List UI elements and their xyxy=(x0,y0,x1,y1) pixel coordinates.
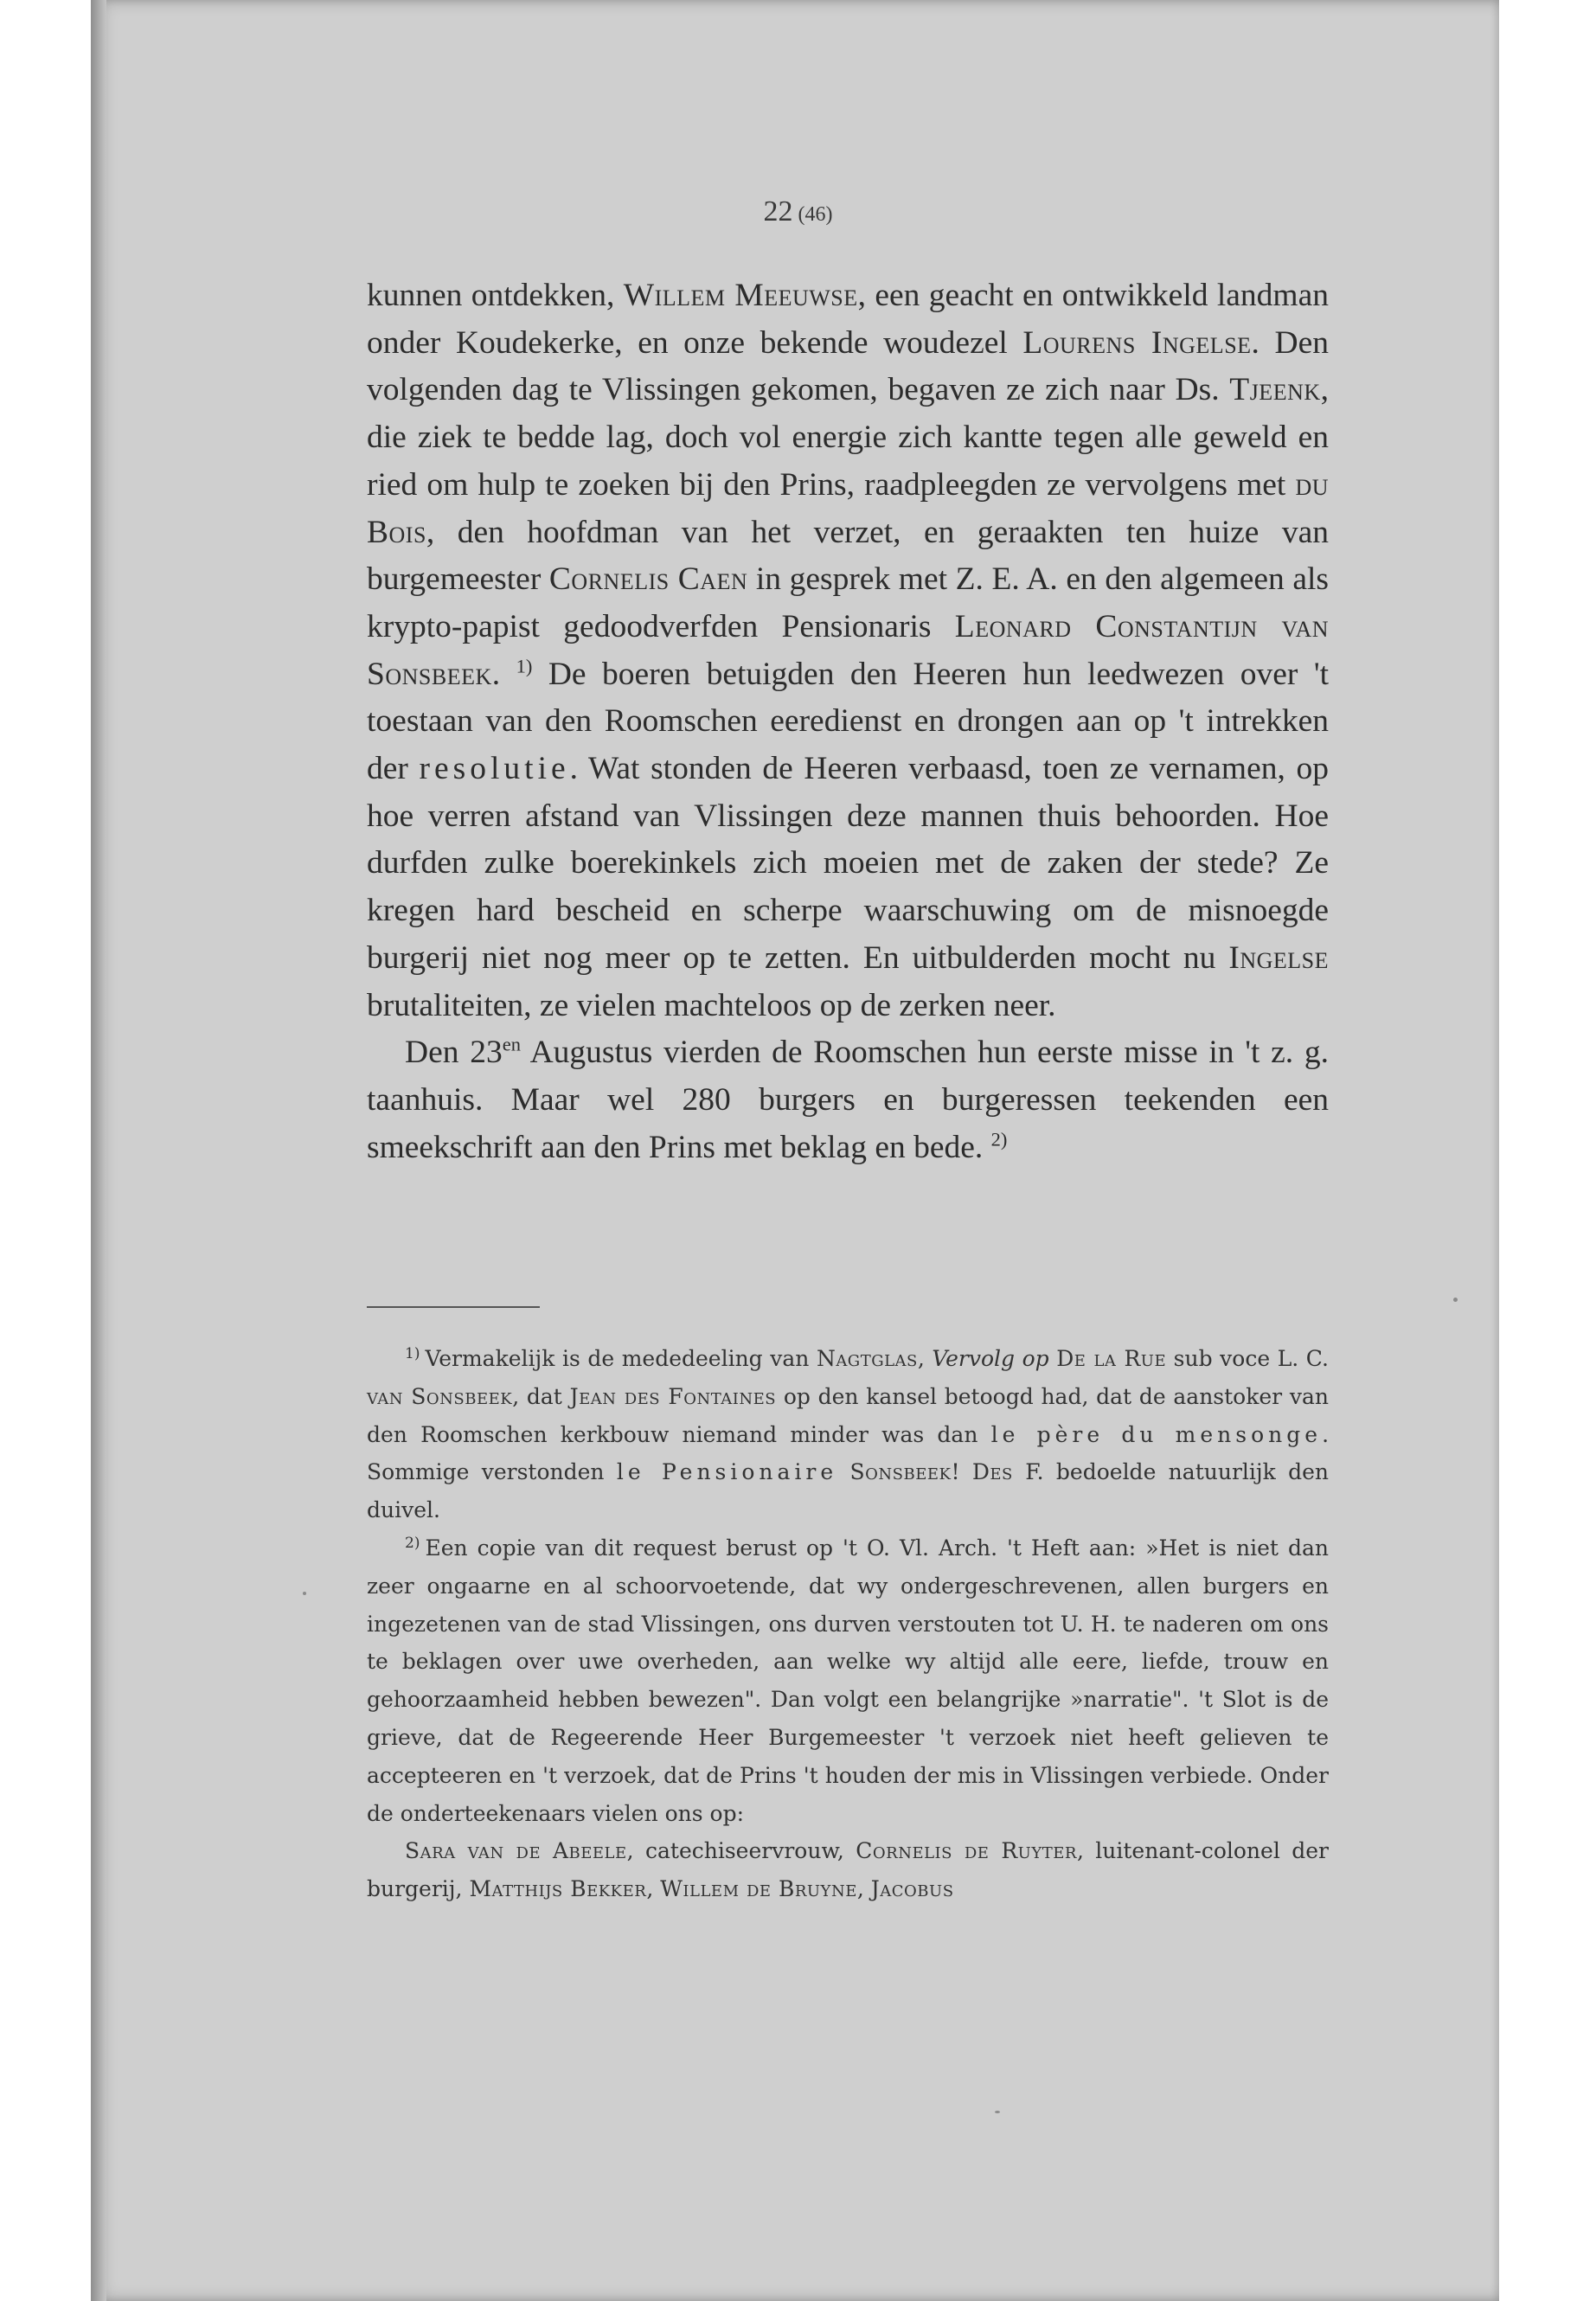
footnote-2-list xyxy=(367,1832,1329,1908)
text-run: , catechiseervrouw, xyxy=(626,1838,856,1864)
person-name: Matthijs Bekker xyxy=(469,1876,647,1902)
footnote-divider xyxy=(367,1306,540,1308)
text-run: , een geacht en ontwikkeld landman onder Koudekerke, en onze bekende woudezel xyxy=(367,278,1329,361)
person-name: Willem de Bruyne xyxy=(660,1876,857,1902)
person-name: Ingelse xyxy=(1228,939,1329,976)
footnote-ref-1[interactable]: 1) xyxy=(516,655,533,677)
text-run: F. bedoelde natuurlijk den duivel. xyxy=(367,1459,1330,1523)
person-name: van Sonsbeek xyxy=(367,1383,513,1409)
text-run: . Sommige verstonden xyxy=(367,1421,1330,1485)
paper-speck xyxy=(995,2111,1000,2113)
paper-speck xyxy=(303,1592,306,1595)
text-run: , den hoofdman van het verzet, en geraakten ten huize van burgemeester xyxy=(367,514,1329,598)
footnote-2 xyxy=(367,1529,1329,1832)
text-run: ! xyxy=(951,1459,972,1485)
text-run: Een copie van dit request berust op 't O. Vl. Arch. 't Heft aan: »Het is niet dan zeer ongaarne en al schoorvoetende, dat wy ondergeschrevenen, allen burgers en ingezetenen van de stad Vlissingen, ons durven verstouten tot U. H. te naderen om ons te beklagen over uwe overheden, aan welke wy altijd alle eere, liefde, trouw en gehoorzaamheid hebben bewezen". Dan volgt een belangrijke »narratie". 't Slot is de grieve, dat de Regeerende Heer Burgemeester 't verzoek niet heeft gelieven te accepteeren en 't verzoek, dat de Prins 't houden der mis in Vlissingen verbiede. Onder de onderteekenaars vielen ons op: xyxy=(367,1535,1329,1826)
text-run: , die ziek te bedde lag, doch vol energie zich kantte tegen alle geweld en ried om hulp te zoeken bij den Prins, raadpleegden ze vervolgens met xyxy=(367,372,1329,503)
text-run: , xyxy=(917,1346,933,1371)
text-run: , luitenant-colonel der burgerij, xyxy=(367,1838,1329,1902)
person-name: Willem Meeuwse xyxy=(623,278,858,313)
emphasized-word: resolutie xyxy=(419,751,570,787)
emphasized-phrase: le Pensionaire xyxy=(616,1459,838,1485)
footnote-ref-2[interactable]: 2) xyxy=(990,1128,1008,1150)
text-run: brutaliteiten, ze vielen machteloos op de zerken neer. xyxy=(367,987,1056,1023)
paper-speck xyxy=(1453,1298,1458,1302)
text-run: , dat xyxy=(512,1383,570,1409)
work-title: Vervolg op xyxy=(932,1346,1049,1371)
text-run: Augustus vierden de Roomschen hun eerste misse in 't z. g. taanhuis. Maar wel 280 burgers en burgeressen teekenden een smeekschrift aan den Prins met beklag en bede. xyxy=(367,1035,1329,1165)
person-name: Lourens Ingelse xyxy=(1022,324,1252,361)
paragraph-2 xyxy=(367,1029,1329,1171)
footnote-1 xyxy=(367,1340,1329,1529)
text-run: Den 23 xyxy=(405,1035,503,1071)
text-run: . xyxy=(491,656,516,692)
person-name: Cornelis de Ruyter xyxy=(856,1838,1077,1864)
person-name: Nagtglas xyxy=(816,1346,918,1371)
text-run: De boeren betuigden den Heeren hun leedwezen over 't toestaan van den Roomschen eeredienst en drongen aan op 't intrekken der xyxy=(367,656,1329,787)
text-run: kunnen ontdekken, xyxy=(367,278,624,313)
emphasized-phrase: le père du mensonge xyxy=(990,1421,1323,1447)
page-header xyxy=(0,195,1596,228)
text-run: , xyxy=(646,1876,661,1902)
footnote-marker: 2) xyxy=(405,1534,420,1552)
text-run: . Den volgenden dag te Vlissingen gekomen, begaven ze zich naar Ds. xyxy=(367,324,1329,408)
paragraph-1 xyxy=(367,272,1329,1029)
person-name: Leonard Constantijn van Sonsbeek xyxy=(367,608,1329,692)
original-page-number: (46) xyxy=(798,203,833,226)
footnote-marker: 1) xyxy=(405,1344,420,1362)
text-run xyxy=(1049,1346,1057,1371)
binding-edge xyxy=(91,0,106,2301)
text-run: , xyxy=(856,1876,871,1902)
person-name: Jacobus xyxy=(870,1876,954,1902)
person-name: Tjeenk xyxy=(1229,372,1321,408)
footnotes xyxy=(367,1340,1329,1908)
text-run: in gesprek met Z. E. A. en den algemeen als krypto-papist gedoodverfden Pensionaris xyxy=(367,561,1329,644)
person-name: Cornelis Caen xyxy=(548,561,748,598)
text-run: Vermakelijk is de mededeeling van xyxy=(425,1346,817,1371)
page-number: 22 xyxy=(763,195,793,228)
person-name: Jean des Fontaines xyxy=(569,1383,777,1409)
person-name: du Bois xyxy=(367,466,1329,550)
person-name: Sonsbeek xyxy=(849,1459,952,1485)
person-name: Des xyxy=(971,1459,1013,1485)
text-run: sub voce L. C. xyxy=(1166,1346,1329,1371)
text-run: op den kansel betoogd had, dat de aanstoker van den Roomschen kerkbouw niemand minder was dan xyxy=(367,1383,1329,1447)
person-name: Sara van de Abeele xyxy=(405,1838,627,1864)
ordinal-suffix: en xyxy=(502,1033,521,1055)
text-run: . Wat stonden de Heeren verbaasd, toen ze vernamen, op hoe verren afstand van Vlissingen deze mannen thuis behoorden. Hoe durfden zulke boerekinkels zich moeien met de zaken der stede? Ze kregen hard bescheid en scherpe waarschuwing om de misnoegde burgerij niet nog meer op te zetten. En uitbulderden mocht nu xyxy=(367,751,1329,976)
person-name: De la Rue xyxy=(1056,1346,1167,1371)
main-text xyxy=(367,272,1329,1171)
text-run xyxy=(837,1459,849,1484)
